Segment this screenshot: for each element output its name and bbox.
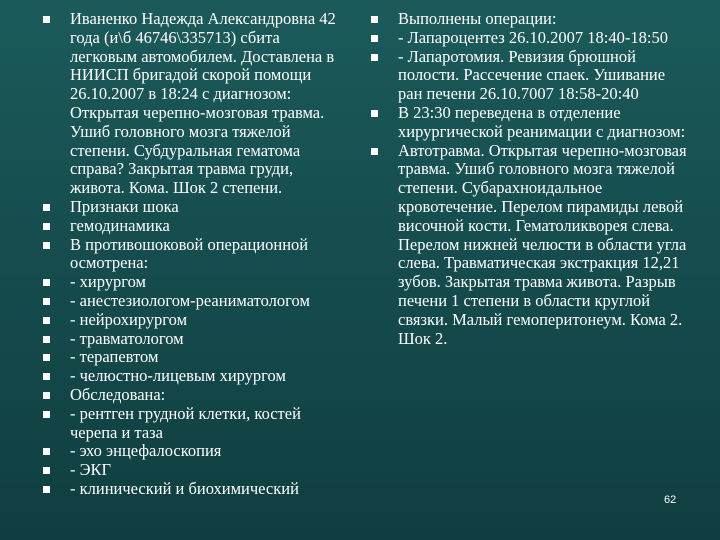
list-item-text: В 23:30 переведена в отделение хирургической реанимации с диагнозом: [398, 102, 686, 141]
list-item [40, 480, 350, 499]
list-item-text: Выполнены операции: [398, 9, 557, 28]
square-bullet-icon [43, 16, 50, 23]
list-item-text: Автотравма. Открытая черепно-мозговая травма. Ушиб головного мозга тяжелой степени. Субарахноидальное кровотечение. Перелом пирамиды левой височной кости. Гематоликворея слева. Перелом нижней челюсти в области угла слева. Травматическая экстракция 12,21 зубов. Закрытая травма живота. Разрыв печени 1 степени в области круглой связки. Малый гемоперитонеум. Кома 2. Шок 2. [398, 140, 687, 348]
list-item [368, 29, 688, 48]
list-item-text: - Лапароцентез 26.10.2007 18:40-18:50 [398, 27, 668, 47]
square-bullet-icon [43, 279, 50, 286]
list-item [40, 10, 350, 198]
left-bullet-list [40, 10, 350, 499]
square-bullet-icon [43, 298, 50, 305]
list-item [368, 10, 688, 29]
list-item-text: - челюстно-лицевым хирургом [70, 366, 286, 386]
square-bullet-icon [43, 373, 50, 380]
list-item-text: - хирургом [70, 272, 146, 292]
square-bullet-icon [43, 392, 50, 399]
list-item-text: - Лапаротомия. Ревизия брюшной полости. Рассечение спаек. Ушивание ран печени 26.10.7007 18:58-20:40 [398, 46, 666, 104]
list-item-text: Признаки шока [70, 196, 179, 216]
left-column [40, 10, 350, 499]
list-item [40, 386, 350, 405]
list-item [368, 104, 688, 142]
list-item-text: Обследована: [70, 384, 166, 404]
square-bullet-icon [43, 336, 50, 343]
right-bullet-list [368, 10, 688, 348]
list-item-text: - ЭКГ [70, 460, 112, 480]
square-bullet-icon [43, 317, 50, 324]
list-item [40, 405, 350, 443]
square-bullet-icon [371, 16, 378, 23]
list-item [40, 442, 350, 461]
square-bullet-icon [43, 411, 50, 418]
square-bullet-icon [371, 148, 378, 155]
square-bullet-icon [43, 486, 50, 493]
list-item [368, 48, 688, 104]
list-item-text: Иваненко Надежда Александровна 42 года (и\б 46746\335713) сбита легковым автомобилем. Доставлена в НИИСП бригадой скорой помощи 26.10.2007 в 18:24 с диагнозом: Открытая черепно-мозговая травма. Ушиб головного мозга тяжелой степени. Субдуральная гематома справа? Закрытая травма груди, живота. Кома. Шок 2 степени. [70, 9, 336, 198]
list-item [40, 273, 350, 292]
square-bullet-icon [43, 467, 50, 474]
square-bullet-icon [43, 242, 50, 249]
square-bullet-icon [371, 110, 378, 117]
list-item-text: - анестезиологом-реаниматологом [70, 290, 310, 310]
square-bullet-icon [43, 223, 50, 230]
list-item [40, 367, 350, 386]
list-item [40, 292, 350, 311]
list-item [40, 236, 350, 274]
square-bullet-icon [43, 448, 50, 455]
list-item-text: - нейрохирургом [70, 309, 188, 329]
list-item-text: В противошоковой операционной осмотрена: [70, 234, 309, 273]
list-item [368, 142, 688, 349]
square-bullet-icon [371, 54, 378, 61]
list-item-text: - терапевтом [70, 347, 159, 367]
list-item [40, 311, 350, 330]
list-item [40, 348, 350, 367]
list-item-text: - эхо энцефалоскопия [70, 441, 222, 461]
list-item [40, 461, 350, 480]
list-item [40, 330, 350, 349]
square-bullet-icon [43, 204, 50, 211]
right-column [368, 10, 688, 348]
square-bullet-icon [43, 354, 50, 361]
list-item [40, 198, 350, 217]
square-bullet-icon [371, 35, 378, 42]
list-item-text: - рентген грудной клетки, костей черепа и таза [70, 403, 301, 442]
list-item-text: - клинический и биохимический [70, 478, 299, 498]
list-item-text: - травматологом [70, 328, 184, 348]
list-item-text: гемодинамика [70, 215, 170, 235]
list-item [40, 217, 350, 236]
page-number: 62 [664, 494, 677, 506]
